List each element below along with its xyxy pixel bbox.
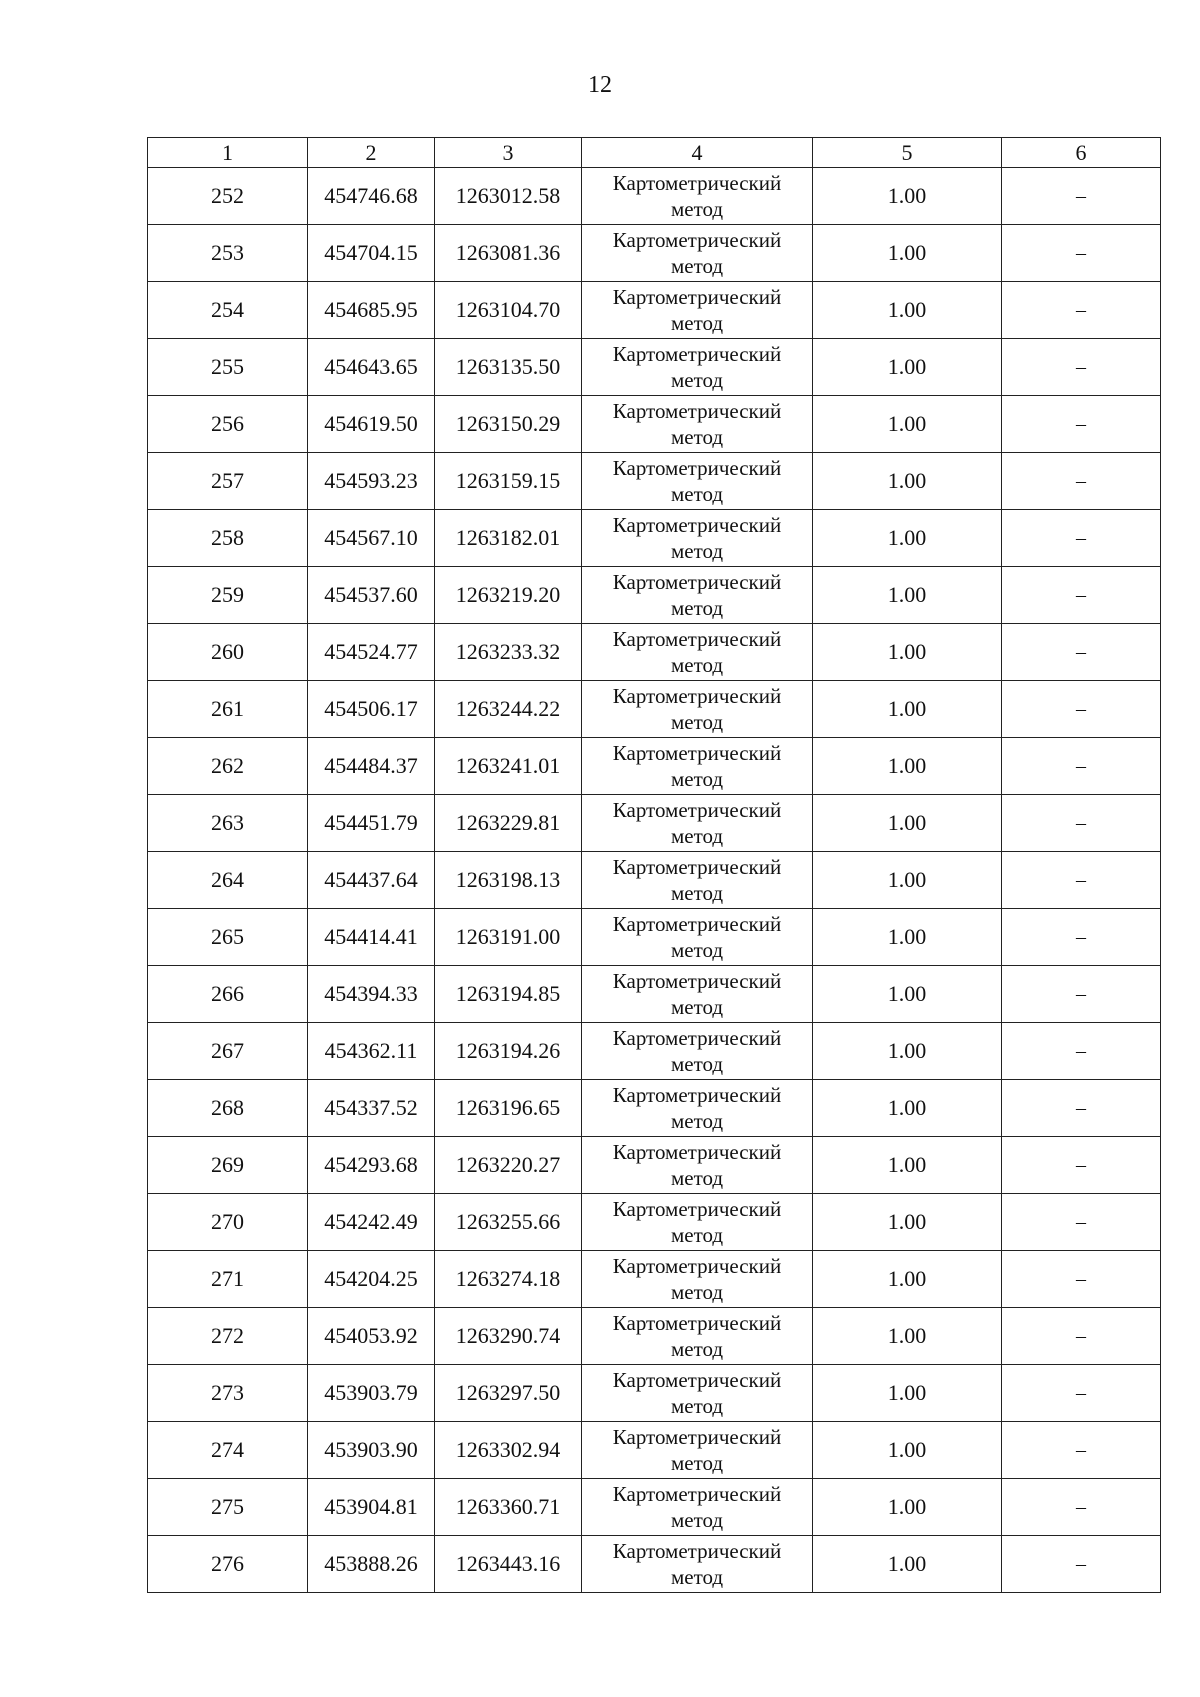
accuracy-cell: 1.00 — [813, 339, 1002, 396]
note-cell: – — [1002, 738, 1161, 795]
x-coordinate-cell: 453888.26 — [308, 1536, 435, 1593]
note-cell: – — [1002, 1023, 1161, 1080]
method-line-2: метод — [670, 539, 724, 563]
method-line-2: метод — [670, 425, 724, 449]
method-cell — [582, 282, 813, 339]
method-line-2: метод — [670, 596, 724, 620]
note-cell: – — [1002, 1194, 1161, 1251]
method-cell — [582, 1251, 813, 1308]
accuracy-cell: 1.00 — [813, 1023, 1002, 1080]
x-coordinate-cell: 454053.92 — [308, 1308, 435, 1365]
note-cell: – — [1002, 453, 1161, 510]
method-cell — [582, 225, 813, 282]
point-number-cell: 252 — [148, 168, 308, 225]
table-row — [148, 1194, 1161, 1251]
x-coordinate-cell: 454746.68 — [308, 168, 435, 225]
method-line-1: Картометрический — [612, 855, 782, 879]
method-line-2: метод — [670, 197, 724, 221]
accuracy-cell: 1.00 — [813, 567, 1002, 624]
method-cell — [582, 852, 813, 909]
point-number-cell: 266 — [148, 966, 308, 1023]
y-coordinate-cell: 1263241.01 — [435, 738, 582, 795]
y-coordinate-cell: 1263302.94 — [435, 1422, 582, 1479]
method-line-2: метод — [670, 254, 724, 278]
method-line-2: метод — [670, 368, 724, 392]
accuracy-cell: 1.00 — [813, 1365, 1002, 1422]
method-line-1: Картометрический — [612, 1311, 782, 1335]
table-row — [148, 1479, 1161, 1536]
accuracy-cell: 1.00 — [813, 453, 1002, 510]
point-number-cell: 272 — [148, 1308, 308, 1365]
y-coordinate-cell: 1263255.66 — [435, 1194, 582, 1251]
method-line-1: Картометрический — [612, 285, 782, 309]
method-line-2: метод — [670, 1223, 724, 1247]
table-row — [148, 1536, 1161, 1593]
table-row — [148, 1023, 1161, 1080]
x-coordinate-cell: 454394.33 — [308, 966, 435, 1023]
method-cell — [582, 453, 813, 510]
method-line-1: Картометрический — [612, 627, 782, 651]
accuracy-cell: 1.00 — [813, 738, 1002, 795]
y-coordinate-cell: 1263229.81 — [435, 795, 582, 852]
accuracy-cell: 1.00 — [813, 1422, 1002, 1479]
y-coordinate-cell: 1263012.58 — [435, 168, 582, 225]
coordinates-table-container — [147, 137, 1160, 1593]
y-coordinate-cell: 1263159.15 — [435, 453, 582, 510]
note-cell: – — [1002, 1251, 1161, 1308]
method-line-2: метод — [670, 938, 724, 962]
column-header-4: 4 — [582, 138, 813, 168]
method-line-2: метод — [670, 824, 724, 848]
note-cell: – — [1002, 1080, 1161, 1137]
method-cell — [582, 909, 813, 966]
y-coordinate-cell: 1263443.16 — [435, 1536, 582, 1593]
method-cell — [582, 1023, 813, 1080]
method-line-1: Картометрический — [612, 399, 782, 423]
point-number-cell: 269 — [148, 1137, 308, 1194]
method-line-1: Картометрический — [612, 1140, 782, 1164]
table-row — [148, 282, 1161, 339]
point-number-cell: 259 — [148, 567, 308, 624]
note-cell: – — [1002, 567, 1161, 624]
table-row — [148, 624, 1161, 681]
method-line-2: метод — [670, 311, 724, 335]
table-row — [148, 453, 1161, 510]
point-number-cell: 268 — [148, 1080, 308, 1137]
method-line-2: метод — [670, 1166, 724, 1190]
x-coordinate-cell: 454593.23 — [308, 453, 435, 510]
accuracy-cell: 1.00 — [813, 1137, 1002, 1194]
column-header-2: 2 — [308, 138, 435, 168]
note-cell: – — [1002, 1308, 1161, 1365]
method-line-1: Картометрический — [612, 342, 782, 366]
x-coordinate-cell: 454451.79 — [308, 795, 435, 852]
x-coordinate-cell: 454484.37 — [308, 738, 435, 795]
point-number-cell: 270 — [148, 1194, 308, 1251]
table-row — [148, 681, 1161, 738]
method-line-2: метод — [670, 653, 724, 677]
x-coordinate-cell: 454537.60 — [308, 567, 435, 624]
method-line-1: Картометрический — [612, 228, 782, 252]
point-number-cell: 267 — [148, 1023, 308, 1080]
method-cell — [582, 1479, 813, 1536]
accuracy-cell: 1.00 — [813, 282, 1002, 339]
note-cell: – — [1002, 225, 1161, 282]
table-row — [148, 1365, 1161, 1422]
table-row — [148, 567, 1161, 624]
method-line-1: Картометрический — [612, 570, 782, 594]
table-row — [148, 852, 1161, 909]
method-cell — [582, 1365, 813, 1422]
method-line-1: Картометрический — [612, 1197, 782, 1221]
table-row — [148, 795, 1161, 852]
accuracy-cell: 1.00 — [813, 1308, 1002, 1365]
method-line-1: Картометрический — [612, 684, 782, 708]
accuracy-cell: 1.00 — [813, 225, 1002, 282]
table-row — [148, 396, 1161, 453]
note-cell: – — [1002, 1536, 1161, 1593]
table-row — [148, 339, 1161, 396]
table-row — [148, 510, 1161, 567]
method-line-1: Картометрический — [612, 912, 782, 936]
accuracy-cell: 1.00 — [813, 1251, 1002, 1308]
accuracy-cell: 1.00 — [813, 624, 1002, 681]
x-coordinate-cell: 454293.68 — [308, 1137, 435, 1194]
y-coordinate-cell: 1263104.70 — [435, 282, 582, 339]
note-cell: – — [1002, 339, 1161, 396]
point-number-cell: 256 — [148, 396, 308, 453]
method-cell — [582, 738, 813, 795]
x-coordinate-cell: 454414.41 — [308, 909, 435, 966]
point-number-cell: 265 — [148, 909, 308, 966]
note-cell: – — [1002, 1365, 1161, 1422]
method-line-2: метод — [670, 881, 724, 905]
table-row — [148, 1080, 1161, 1137]
note-cell: – — [1002, 966, 1161, 1023]
accuracy-cell: 1.00 — [813, 1080, 1002, 1137]
note-cell: – — [1002, 852, 1161, 909]
x-coordinate-cell: 454643.65 — [308, 339, 435, 396]
method-line-1: Картометрический — [612, 1254, 782, 1278]
y-coordinate-cell: 1263290.74 — [435, 1308, 582, 1365]
method-cell — [582, 1080, 813, 1137]
column-header-5: 5 — [813, 138, 1002, 168]
accuracy-cell: 1.00 — [813, 1479, 1002, 1536]
y-coordinate-cell: 1263191.00 — [435, 909, 582, 966]
point-number-cell: 264 — [148, 852, 308, 909]
header-row — [148, 138, 1161, 168]
y-coordinate-cell: 1263081.36 — [435, 225, 582, 282]
point-number-cell: 261 — [148, 681, 308, 738]
note-cell: – — [1002, 1137, 1161, 1194]
x-coordinate-cell: 454524.77 — [308, 624, 435, 681]
table-row — [148, 738, 1161, 795]
table-row — [148, 225, 1161, 282]
method-cell — [582, 339, 813, 396]
column-header-3: 3 — [435, 138, 582, 168]
method-line-1: Картометрический — [612, 741, 782, 765]
method-cell — [582, 1308, 813, 1365]
accuracy-cell: 1.00 — [813, 1536, 1002, 1593]
accuracy-cell: 1.00 — [813, 966, 1002, 1023]
accuracy-cell: 1.00 — [813, 909, 1002, 966]
point-number-cell: 254 — [148, 282, 308, 339]
x-coordinate-cell: 454242.49 — [308, 1194, 435, 1251]
accuracy-cell: 1.00 — [813, 396, 1002, 453]
y-coordinate-cell: 1263150.29 — [435, 396, 582, 453]
x-coordinate-cell: 454362.11 — [308, 1023, 435, 1080]
point-number-cell: 262 — [148, 738, 308, 795]
method-cell — [582, 567, 813, 624]
accuracy-cell: 1.00 — [813, 852, 1002, 909]
column-header-6: 6 — [1002, 138, 1161, 168]
method-cell — [582, 168, 813, 225]
method-line-1: Картометрический — [612, 1083, 782, 1107]
accuracy-cell: 1.00 — [813, 510, 1002, 567]
accuracy-cell: 1.00 — [813, 168, 1002, 225]
method-cell — [582, 681, 813, 738]
column-header-1: 1 — [148, 138, 308, 168]
method-line-1: Картометрический — [612, 1026, 782, 1050]
method-line-1: Картометрический — [612, 1482, 782, 1506]
table-row — [148, 1308, 1161, 1365]
method-line-2: метод — [670, 1508, 724, 1532]
method-line-2: метод — [670, 710, 724, 734]
x-coordinate-cell: 453903.79 — [308, 1365, 435, 1422]
table-row — [148, 1137, 1161, 1194]
accuracy-cell: 1.00 — [813, 1194, 1002, 1251]
point-number-cell: 273 — [148, 1365, 308, 1422]
y-coordinate-cell: 1263233.32 — [435, 624, 582, 681]
method-line-2: метод — [670, 1337, 724, 1361]
y-coordinate-cell: 1263244.22 — [435, 681, 582, 738]
method-line-2: метод — [670, 1394, 724, 1418]
y-coordinate-cell: 1263274.18 — [435, 1251, 582, 1308]
note-cell: – — [1002, 1479, 1161, 1536]
point-number-cell: 258 — [148, 510, 308, 567]
note-cell: – — [1002, 510, 1161, 567]
method-line-2: метод — [670, 1109, 724, 1133]
method-line-2: метод — [670, 482, 724, 506]
method-line-2: метод — [670, 767, 724, 791]
x-coordinate-cell: 454437.64 — [308, 852, 435, 909]
method-line-2: метод — [670, 1565, 724, 1589]
note-cell: – — [1002, 168, 1161, 225]
method-cell — [582, 1194, 813, 1251]
note-cell: – — [1002, 1422, 1161, 1479]
x-coordinate-cell: 453904.81 — [308, 1479, 435, 1536]
method-line-1: Картометрический — [612, 1539, 782, 1563]
method-cell — [582, 396, 813, 453]
y-coordinate-cell: 1263198.13 — [435, 852, 582, 909]
x-coordinate-cell: 454506.17 — [308, 681, 435, 738]
coordinates-table — [147, 137, 1161, 1593]
x-coordinate-cell: 454704.15 — [308, 225, 435, 282]
table-row — [148, 1422, 1161, 1479]
x-coordinate-cell: 454619.50 — [308, 396, 435, 453]
accuracy-cell: 1.00 — [813, 795, 1002, 852]
point-number-cell: 276 — [148, 1536, 308, 1593]
point-number-cell: 263 — [148, 795, 308, 852]
method-cell — [582, 1536, 813, 1593]
table-row — [148, 1251, 1161, 1308]
method-line-1: Картометрический — [612, 1368, 782, 1392]
point-number-cell: 255 — [148, 339, 308, 396]
y-coordinate-cell: 1263297.50 — [435, 1365, 582, 1422]
method-line-1: Картометрический — [612, 969, 782, 993]
table-row — [148, 168, 1161, 225]
point-number-cell: 257 — [148, 453, 308, 510]
method-line-2: метод — [670, 1052, 724, 1076]
method-line-2: метод — [670, 1451, 724, 1475]
method-cell — [582, 624, 813, 681]
y-coordinate-cell: 1263135.50 — [435, 339, 582, 396]
y-coordinate-cell: 1263196.65 — [435, 1080, 582, 1137]
note-cell: – — [1002, 282, 1161, 339]
point-number-cell: 253 — [148, 225, 308, 282]
x-coordinate-cell: 454337.52 — [308, 1080, 435, 1137]
accuracy-cell: 1.00 — [813, 681, 1002, 738]
method-cell — [582, 795, 813, 852]
x-coordinate-cell: 453903.90 — [308, 1422, 435, 1479]
y-coordinate-cell: 1263360.71 — [435, 1479, 582, 1536]
method-line-1: Картометрический — [612, 513, 782, 537]
page-number: 12 — [588, 72, 612, 98]
table-row — [148, 909, 1161, 966]
method-line-2: метод — [670, 995, 724, 1019]
x-coordinate-cell: 454685.95 — [308, 282, 435, 339]
note-cell: – — [1002, 624, 1161, 681]
point-number-cell: 275 — [148, 1479, 308, 1536]
table-row — [148, 966, 1161, 1023]
point-number-cell: 271 — [148, 1251, 308, 1308]
method-line-1: Картометрический — [612, 1425, 782, 1449]
x-coordinate-cell: 454567.10 — [308, 510, 435, 567]
method-cell — [582, 1422, 813, 1479]
point-number-cell: 274 — [148, 1422, 308, 1479]
y-coordinate-cell: 1263220.27 — [435, 1137, 582, 1194]
note-cell: – — [1002, 396, 1161, 453]
y-coordinate-cell: 1263182.01 — [435, 510, 582, 567]
method-line-2: метод — [670, 1280, 724, 1304]
method-line-1: Картометрический — [612, 456, 782, 480]
method-cell — [582, 510, 813, 567]
x-coordinate-cell: 454204.25 — [308, 1251, 435, 1308]
y-coordinate-cell: 1263194.26 — [435, 1023, 582, 1080]
method-line-1: Картометрический — [612, 171, 782, 195]
y-coordinate-cell: 1263194.85 — [435, 966, 582, 1023]
method-line-1: Картометрический — [612, 798, 782, 822]
point-number-cell: 260 — [148, 624, 308, 681]
method-cell — [582, 1137, 813, 1194]
method-cell — [582, 966, 813, 1023]
table-body — [148, 168, 1161, 1593]
y-coordinate-cell: 1263219.20 — [435, 567, 582, 624]
note-cell: – — [1002, 909, 1161, 966]
note-cell: – — [1002, 681, 1161, 738]
note-cell: – — [1002, 795, 1161, 852]
